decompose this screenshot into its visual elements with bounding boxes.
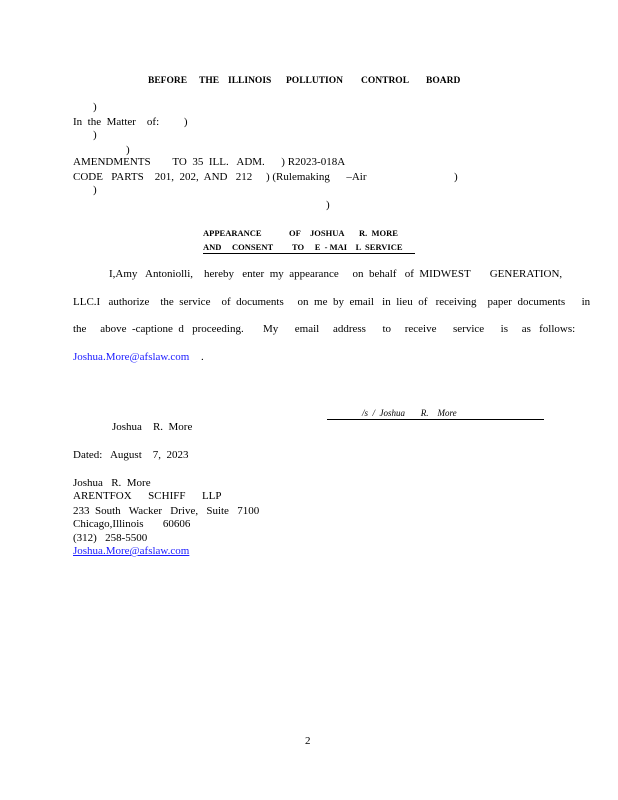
signature-line xyxy=(327,419,544,420)
caption-paren: ) xyxy=(93,101,97,113)
header-word-control: CONTROL xyxy=(361,76,410,86)
body-period: . xyxy=(201,351,204,363)
header-word-illinois: ILLINOIS xyxy=(228,76,272,86)
contact-email-link[interactable]: Joshua.More@afslaw.com xyxy=(73,545,190,557)
caption-paren: ) xyxy=(93,184,97,196)
body-line-3: the above -captione d proceeding. My email address to receive service is as follows: xyxy=(73,323,576,335)
signature-text: /s / Joshua R. More xyxy=(362,408,457,418)
title-word-joshua: JOSHUA xyxy=(310,228,345,238)
title-word-of: OF xyxy=(289,228,301,238)
body-line-2: LLC.I authorize the service of documents on me by email in lieu of receiving paper documents in xyxy=(73,296,591,308)
contact-firm: ARENTFOX SCHIFF LLP xyxy=(73,490,222,502)
title-underline xyxy=(203,253,415,254)
contact-name: Joshua R. More xyxy=(73,477,151,489)
dated-line: Dated: August 7, 2023 xyxy=(73,449,189,461)
contact-city: Chicago,Illinois 60606 xyxy=(73,518,191,530)
title-word-appearance: APPEARANCE xyxy=(203,228,262,238)
caption-matter-line: In the Matter of: ) xyxy=(73,116,188,128)
contact-phone: (312) 258-5500 xyxy=(73,532,148,544)
header-word-before: BEFORE xyxy=(148,76,188,86)
signer-name: Joshua R. More xyxy=(112,421,193,433)
caption-amendments-line: AMENDMENTS TO 35 ILL. ADM. ) R2023-018A xyxy=(73,156,346,168)
header-word-the: THE xyxy=(199,76,220,86)
page-number: 2 xyxy=(305,735,311,747)
title-and-consent: AND CONSENT xyxy=(203,242,274,252)
body-line-1: I,Amy Antoniolli, hereby enter my appearance on behalf of MIDWEST GENERATION, xyxy=(109,268,563,280)
header-word-pollution: POLLUTION xyxy=(286,76,344,86)
header-word-board: BOARD xyxy=(426,76,461,86)
caption-code-line: CODE PARTS 201, 202, AND 212 ) (Rulemaking –Air xyxy=(73,171,367,183)
title-word-more: R. MORE xyxy=(359,228,398,238)
caption-paren: ) xyxy=(454,171,458,183)
title-to-email-service: TO E - MAI L SERVICE xyxy=(292,242,403,252)
contact-address: 233 South Wacker Drive, Suite 7100 xyxy=(73,505,260,517)
caption-paren: ) xyxy=(126,144,130,156)
caption-paren: ) xyxy=(93,129,97,141)
caption-paren: ) xyxy=(326,199,330,211)
body-email-link[interactable]: Joshua.More@afslaw.com xyxy=(73,351,190,363)
